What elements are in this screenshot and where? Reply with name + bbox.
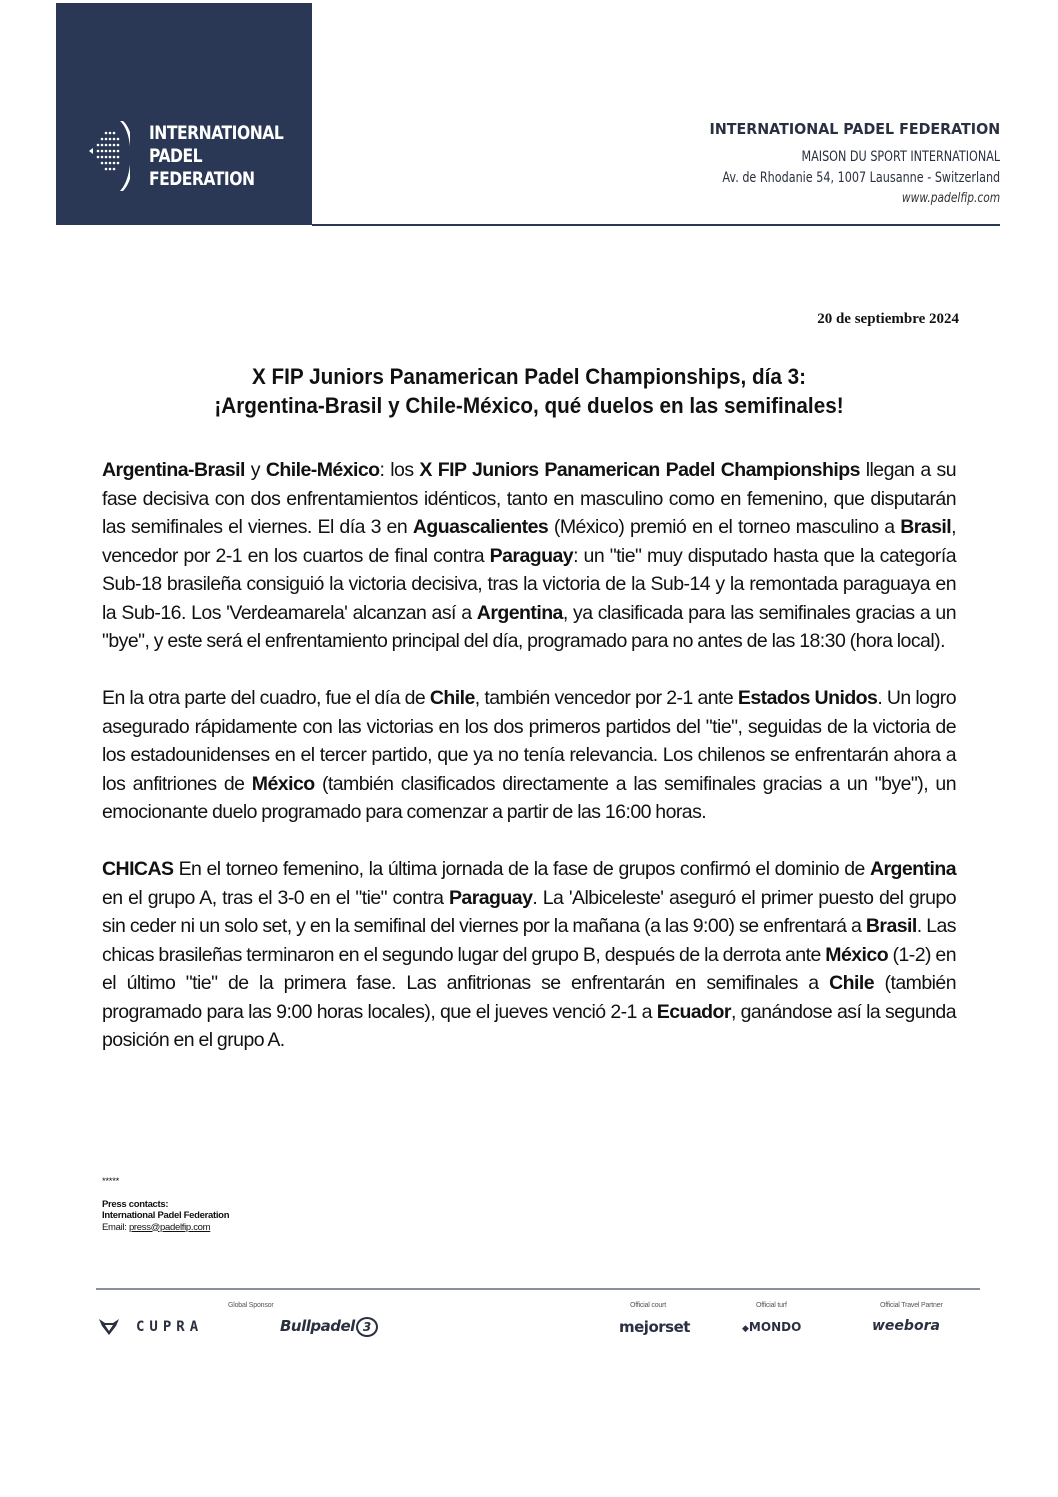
text-run: . La 'Albiceleste' aseguró el primer puesto del grupo sin ceder ni un solo set, y en la semifinal del viernes por la mañana (a las 9:00) se enfrentará a — [102, 886, 957, 937]
bold-term: México — [251, 772, 315, 795]
text-run: : un "tie" muy disputado hasta que la categoría Sub-18 brasileña consiguió la victoria decisiva, tras la victoria de la Sub-14 y la remontada paraguaya en la Sub-16. Los 'Verdeamarela' alcanzan así a — [102, 544, 956, 624]
bold-term: Chile — [429, 687, 475, 709]
bold-term: Argentina — [476, 601, 563, 624]
text-run: , también vencedor por 2-1 ante — [474, 687, 738, 709]
text-run: , vencedor por 2-1 en los cuartos de final contra — [102, 516, 956, 567]
article-body — [102, 456, 956, 1083]
text-run: , ya clasificada para las semifinales gracias a un "bye", y este será el enfrentamiento principal del día, programado para no antes de las 18:30 (hora local). — [102, 601, 956, 652]
paragraph — [102, 855, 956, 1055]
sponsor-weebora-logo: weebora — [872, 1318, 940, 1334]
paragraph — [102, 684, 956, 827]
sponsor-mejorset-logo: mejorset — [619, 1318, 690, 1336]
press-contacts — [102, 1176, 229, 1233]
email-label: Email: — [102, 1221, 129, 1233]
official-court-label: Official court — [630, 1302, 666, 1309]
paragraph — [102, 456, 956, 656]
bold-term: Aguascalientes — [412, 516, 549, 538]
bold-term: Paraguay — [489, 544, 574, 567]
address-line-1: MAISON DU SPORT INTERNATIONAL — [801, 149, 1000, 165]
bold-term: Paraguay — [448, 886, 533, 909]
global-sponsor-label: Global Sponsor — [228, 1302, 274, 1309]
bold-term: Argentina — [869, 858, 956, 880]
text-run: (México) premió en el torneo masculino a — [548, 516, 901, 538]
page-title — [134, 362, 923, 420]
website-link[interactable]: www.padelfip.com — [901, 191, 1000, 206]
text-run: llegan a su fase decisiva con dos enfrentamientos idénticos, tanto en masculino como en femenino, que disputarán las semifinales el viernes. El día 3 en — [102, 459, 956, 538]
text-run: En la otra parte del cuadro, fue el día de — [102, 687, 430, 709]
bold-term: Estados Unidos — [737, 687, 878, 709]
official-travel-partner-label: Official Travel Partner — [880, 1302, 943, 1309]
fip-logo-icon — [86, 119, 130, 195]
logo-line: FEDERATION — [149, 168, 255, 190]
logo-line: PADEL — [149, 145, 203, 167]
text-run: En el torneo femenino, la última jornada de la fase de grupos confirmó el dominio de — [173, 858, 870, 880]
org-name: INTERNATIONAL PADEL FEDERATION — [709, 120, 1000, 138]
text-run: (también clasificados directamente a las semifinales gracias a un "bye"), un emocionante duelo programado para comenzar a partir de las 16:00 horas. — [102, 772, 956, 823]
header-divider — [312, 224, 1000, 226]
text-run: en el grupo A, tras el 3-0 en el "tie" contra — [102, 886, 449, 909]
bold-term: Chile-México — [265, 459, 380, 481]
logo-line: INTERNATIONAL — [149, 122, 284, 144]
text-run: (1-2) en el último "tie" de la primera fase. Las anfitrionas se enfrentarán en semifinales a — [102, 943, 956, 994]
bullpadel-text: Bullpadel — [280, 1317, 355, 1335]
footer-divider — [96, 1288, 980, 1290]
header-logo-block — [56, 3, 312, 225]
bold-term: México — [825, 943, 889, 966]
bold-term: Argentina-Brasil — [102, 459, 245, 481]
mondo-mark-icon: ◆ — [742, 1324, 749, 1334]
text-run: y — [244, 459, 266, 481]
bold-term: Chile — [829, 972, 875, 994]
sponsor-mondo-logo — [742, 1320, 801, 1334]
contacts-org: International Padel Federation — [102, 1210, 230, 1221]
text-run: , ganándose así la segunda posición en el grupo A. — [102, 1000, 956, 1051]
separator: ***** — [102, 1176, 119, 1187]
contacts-heading: Press contacts: — [102, 1198, 169, 1210]
logo-wordmark — [149, 122, 283, 191]
sponsor-bullpadel-logo — [280, 1317, 378, 1337]
cupra-emblem-icon — [99, 1318, 119, 1336]
sponsor-cupra-logo: CUPRA — [136, 1319, 204, 1335]
bold-term: Ecuador — [656, 1000, 731, 1023]
bold-term: Brasil — [865, 915, 917, 937]
text-run: . Un logro asegurado rápidamente con las victorias en los dos primeros partidos del "tie", seguidas de la victoria de los estadounidenses en el tercer partido, que ya no tenía relevancia. Los chilenos se enfrentarán ahora a los anfitriones de — [102, 687, 957, 795]
official-turf-label: Official turf — [756, 1302, 787, 1309]
text-run: . Las chicas brasileñas terminaron en el segundo lugar del grupo B, después de la derrota ante — [102, 915, 956, 966]
bold-term: CHICAS — [102, 858, 174, 880]
title-line-2: ¡Argentina-Brasil y Chile-México, qué duelos en las semifinales! — [214, 393, 844, 418]
address-line-2: Av. de Rhodanie 54, 1007 Lausanne - Switzerland — [722, 170, 1000, 186]
text-run: : los — [379, 459, 420, 481]
bullpadel-3-icon: 3 — [356, 1317, 378, 1337]
mondo-text: MONDO — [748, 1320, 802, 1334]
press-release-date: 20 de septiembre 2024 — [817, 311, 959, 327]
text-run: (también programado para las 9:00 horas locales), que el jueves venció 2-1 a — [102, 972, 956, 1023]
letterhead-address — [653, 118, 1000, 208]
bold-term: Brasil — [900, 516, 952, 538]
email-link[interactable]: press@padelfip.com — [128, 1221, 211, 1233]
title-line-1: X FIP Juniors Panamerican Padel Championships, día 3: — [251, 364, 807, 389]
bold-term: X FIP Juniors Panamerican Padel Championships — [419, 459, 860, 481]
